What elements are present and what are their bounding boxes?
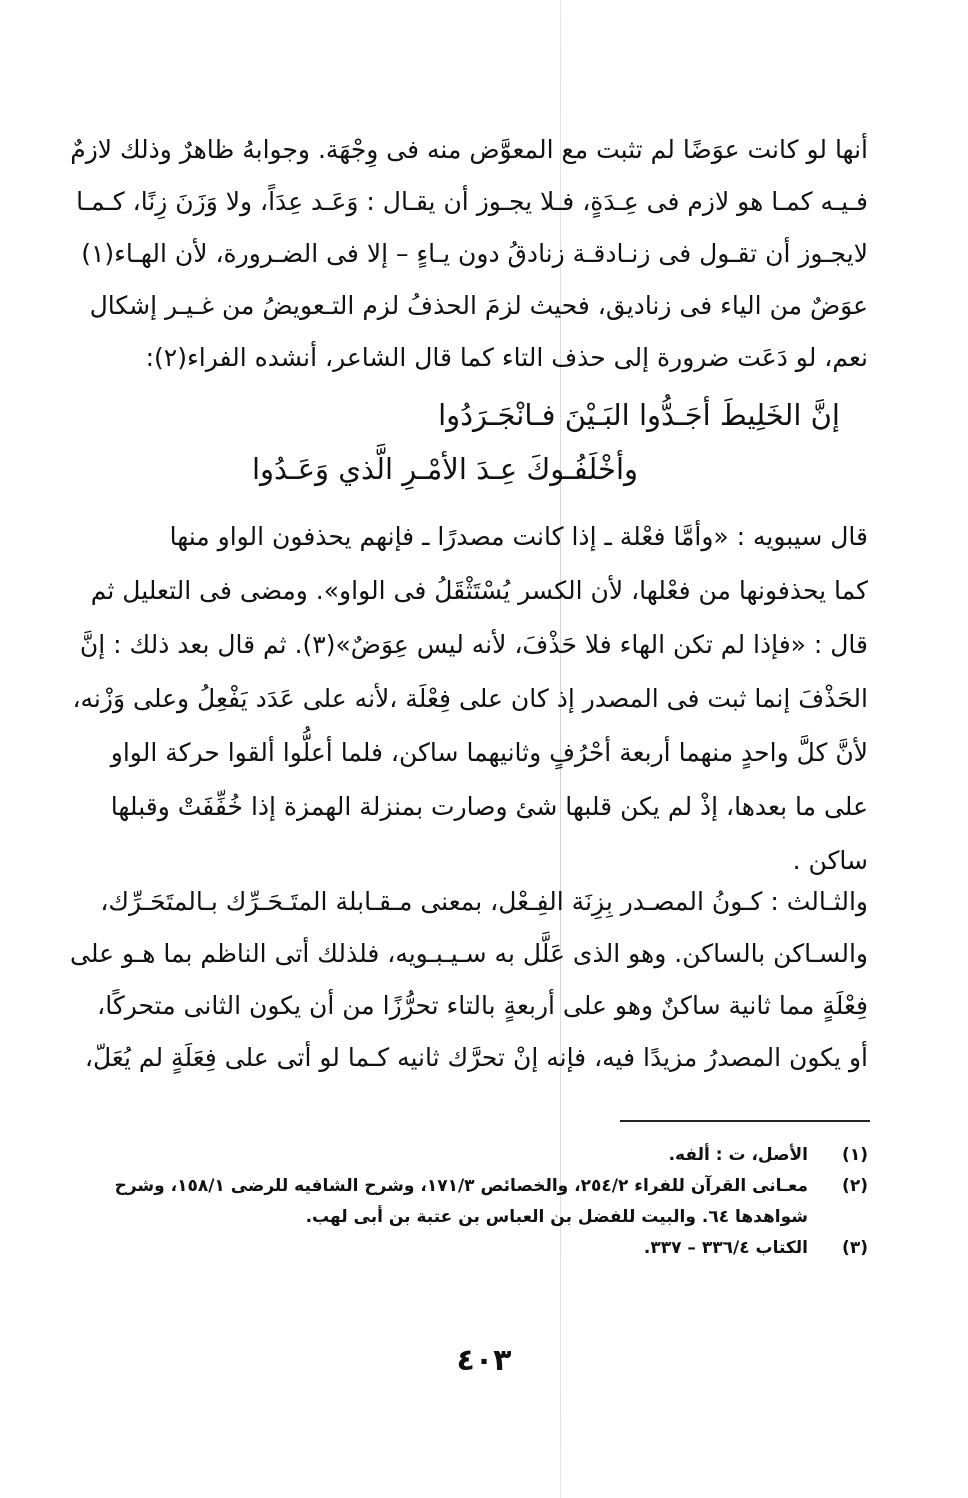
text-line: والسـاكن بالساكن. وهو الذى عَلَّل به سـيـبـويه، فلذلك أتى الناظم بما هـو على [70, 939, 868, 968]
text-line: لأنَّ كلَّ واحدٍ منهما أربعة أحْرُفٍ وثانيهما ساكن، فلما أعلُّوا ألقوا حركة الواو [110, 738, 868, 767]
paragraph-1 [70, 124, 868, 384]
footnote-continuation: شواهدها ٦٤. والبيت للفضل بن العباس بن عتبة بن أبى لهب. [305, 1207, 808, 1227]
text-line: كما يحذفونها من فعْلها، لأن الكسر يُسْتَثْقَلُ فى الواو». ومضى فى التعليل ثم [90, 576, 868, 605]
text-line: فـيـه كمـا هو لازم فى عِـدَةٍ، فـلا يجـوز أن يقـال : وَعَـد عِدَاً، ولا وَزَنَ زِنًا، كـمـا [76, 187, 868, 216]
text-line: قال سيبويه : «وأمَّا فعْلة ـ إذا كانت مصدرًا ـ فإنهم يحذفون الواو منها [169, 522, 868, 551]
text-line: عوَضٌ من الياء فى زناديق، فحيث لزمَ الحذفُ لزم التـعويضُ من غـيـر إشكال [89, 291, 868, 320]
text-line: ساكن . [792, 846, 868, 875]
footnote [130, 1140, 868, 1171]
page-number: ٤٠٣ [456, 1343, 512, 1378]
text-line: الحَذْفَ إنما ثبت فى المصدر إذ كان على فِعْلَة ،لأنه على عَدَد يَفْعِلُ وعلى وَزْنه، [72, 684, 868, 713]
verse-line-1: إنَّ الخَلِيطَ أجَـدُّوا البَـيْنَ فـانْجَـرَدُوا [438, 398, 840, 432]
verse-line-2: وأخْلَفُـوكَ عِـدَ الأمْـرِ الَّذي وَعَـدُوا [251, 452, 638, 486]
text-line: نعم، لو دَعَت ضرورة إلى حذف التاء كما قال الشاعر، أنشده الفراء(٢): [145, 343, 868, 372]
footnote-number: (١) [842, 1145, 868, 1165]
text-line: فِعْلَةٍ مما ثانية ساكنٌ وهو على أربعةٍ بالتاء تحرُّزًا من أن يكون الثانى متحركًا، [97, 991, 868, 1020]
text-line: على ما بعدها، إذْ لم يكن قلبها شئ وصارت بمنزلة الهمزة إذا خُفِّفَتْ وقبلها [110, 792, 868, 821]
footnote [130, 1233, 868, 1264]
footnote-text: الكتاب ٣٣٦/٤ – ٣٣٧. [643, 1238, 808, 1258]
paragraph-2 [72, 510, 868, 888]
footnotes [114, 1140, 868, 1264]
text-line: أو يكون المصدرُ مزيدًا فيه، فإنه إنْ تحرَّك ثانيه كـما لو أتى على فِعَلَةٍ لم يُعَلّ، [84, 1043, 868, 1072]
footnote-number: (٢) [842, 1176, 868, 1196]
footnote-text: معـانى القرآن للفراء ٢٥٤/٢، والخصائص ١٧١/٣، وشرح الشافيه للرضى ١٥٨/١، وشرح [114, 1176, 808, 1196]
footnote-divider [620, 1120, 870, 1122]
footnote-text: الأصل، ت : ألفه. [668, 1145, 808, 1165]
text-line: قال : «فإذا لم تكن الهاء فلا حَذْفَ، لأنه ليس عِوَضٌ»(٣). ثم قال بعد ذلك : إنَّ [79, 630, 868, 659]
text-line: لايجـوز أن تقـول فى زنـادقـة زنادقُ دون يـاءٍ – إلا فى الضـرورة، لأن الهـاء(١) [81, 239, 868, 268]
text-line: والثـالث : كـونُ المصـدر بِزِنَة الفِـعْل، بمعنى مـقـابلة المتَـحَـرِّك بـالمتَحَـرِّك، [100, 887, 868, 916]
footnote [114, 1171, 868, 1202]
paragraph-3 [70, 876, 868, 1084]
footnote-number: (٣) [842, 1238, 868, 1258]
text-line: أنها لو كانت عوَضًا لم تثبت مع المعوَّض منه فى وِجْهَة. وجوابهُ ظاهرٌ وذلك لازمٌ [70, 135, 868, 164]
